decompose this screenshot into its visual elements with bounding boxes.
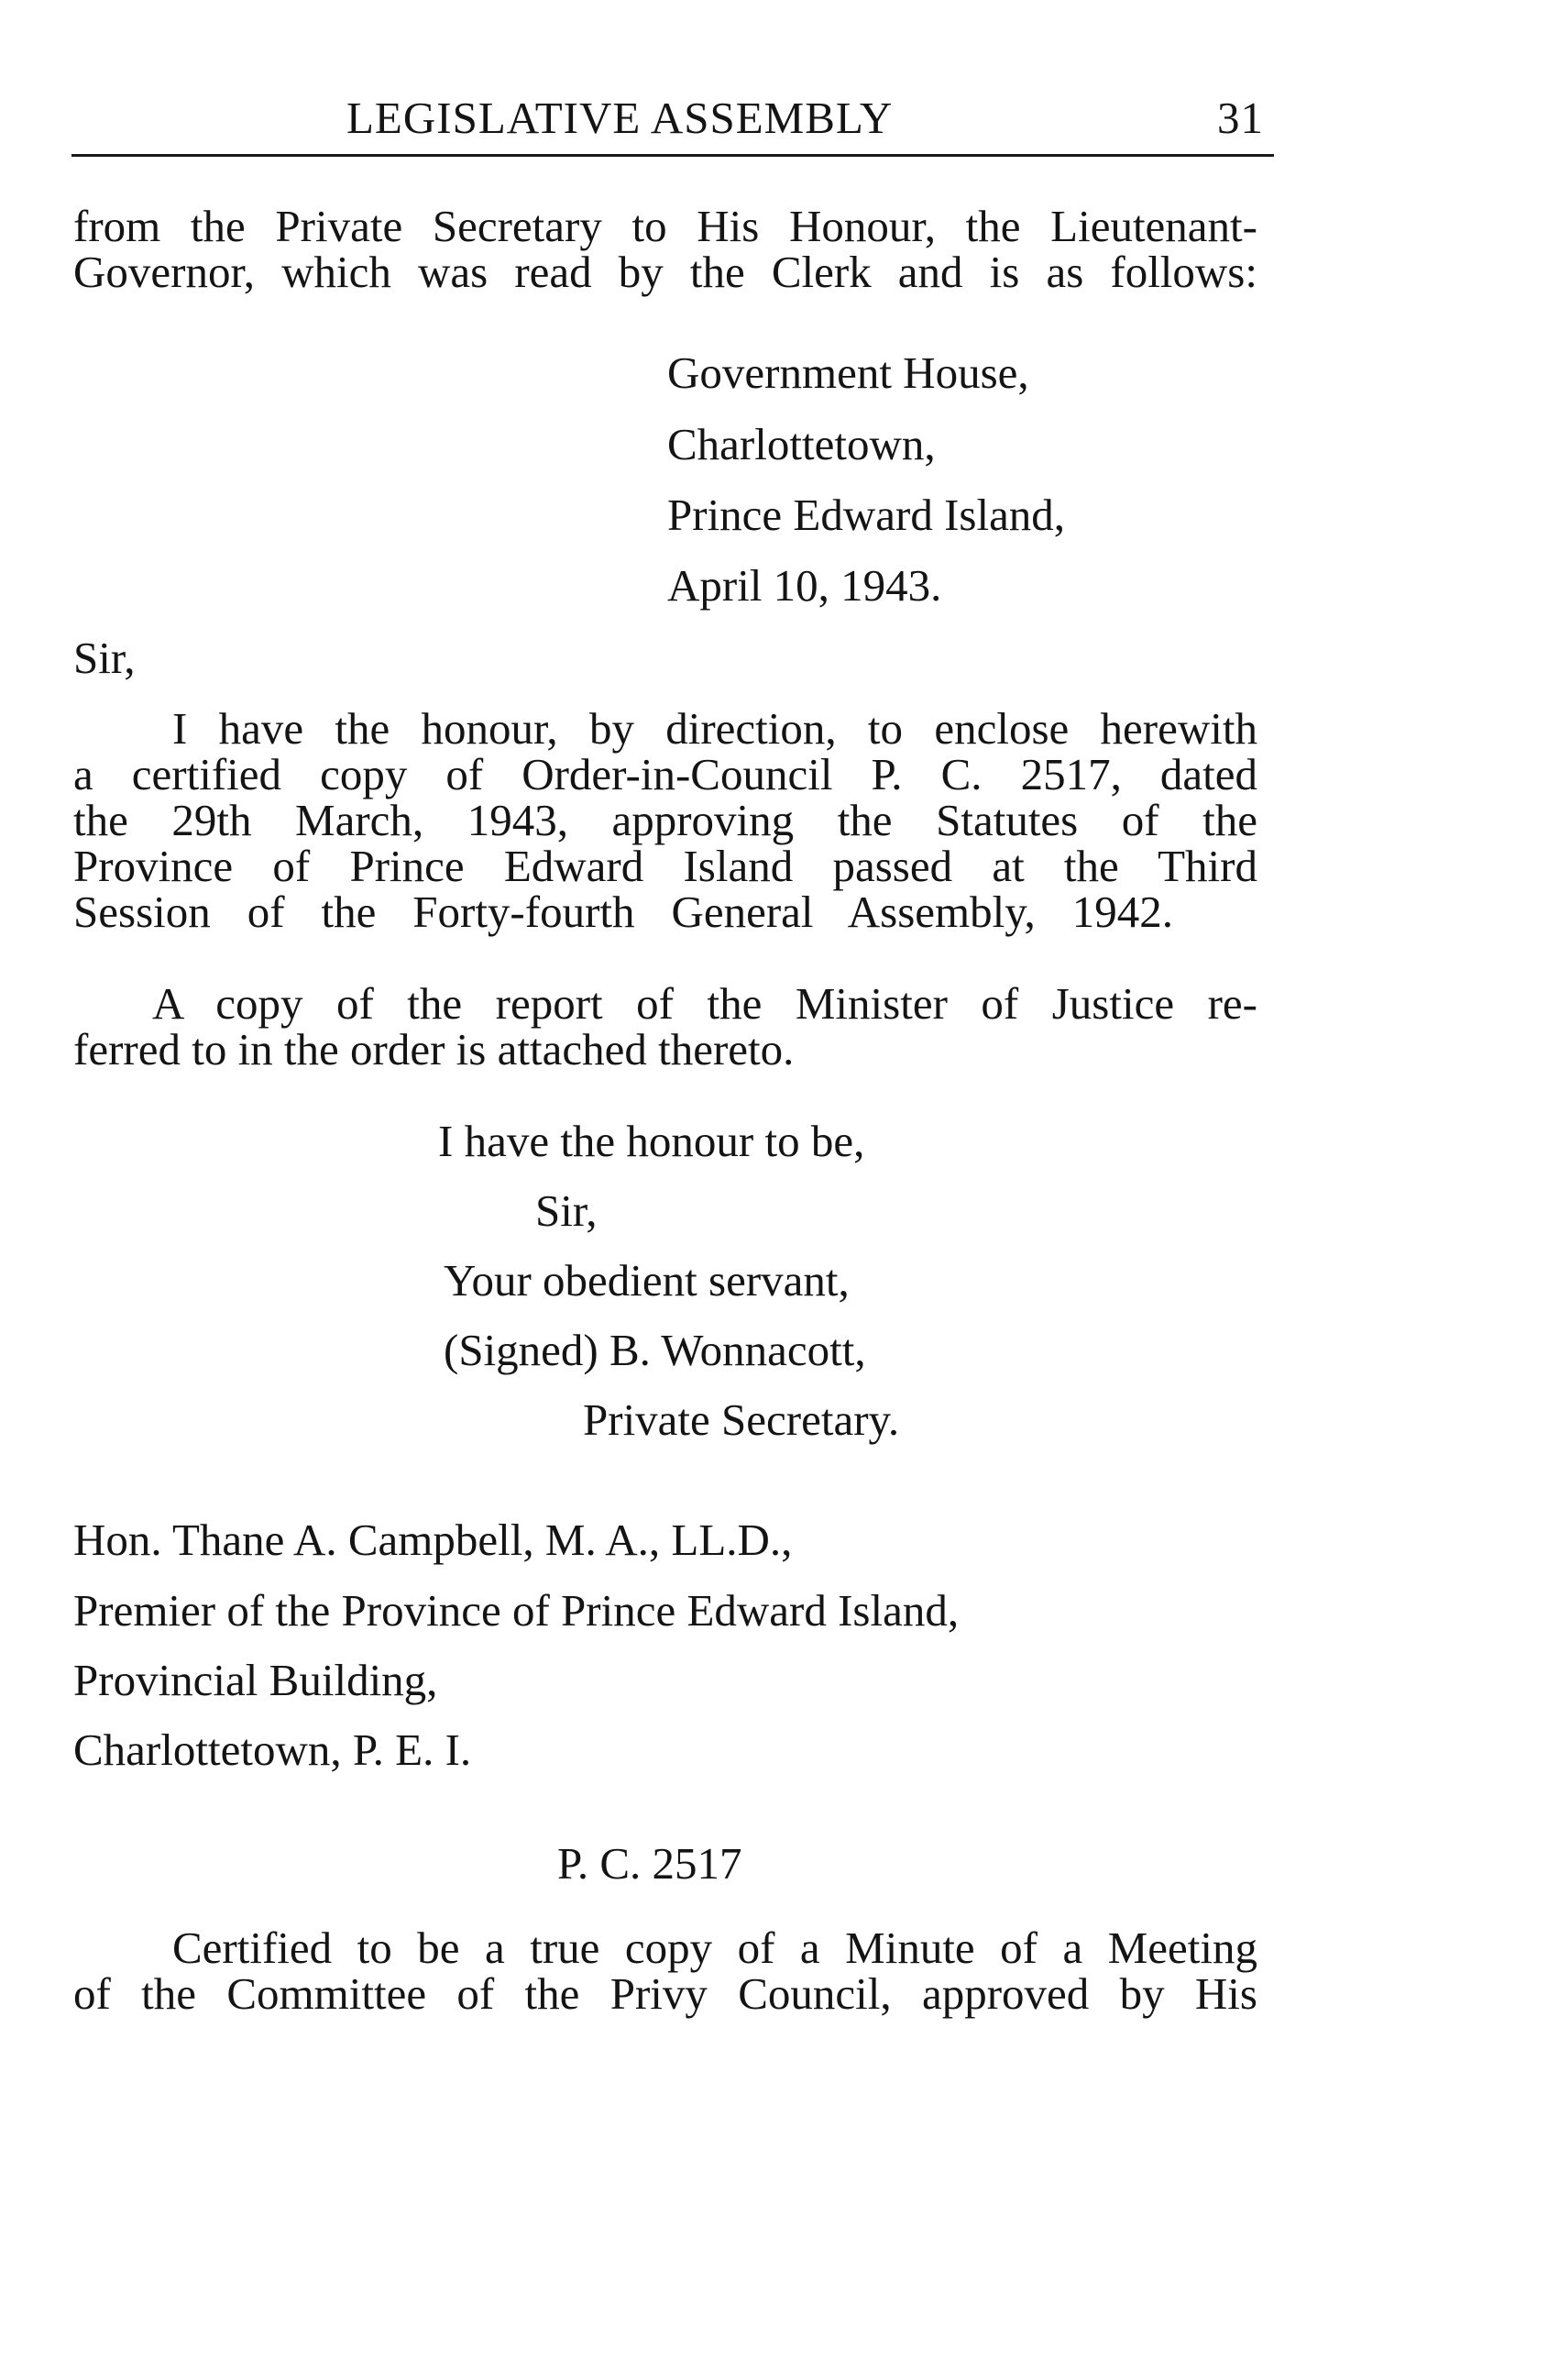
- paragraph1-line-4: Province of Prince Edward Island passed at the Third: [73, 841, 1257, 891]
- page-number: 31: [1217, 93, 1264, 143]
- running-header-title: LEGISLATIVE ASSEMBLY: [346, 93, 894, 143]
- salutation: Sir,: [73, 633, 136, 683]
- recipient-line-2: Premier of the Province of Prince Edward Island,: [73, 1585, 960, 1636]
- header-rule: [71, 154, 1274, 157]
- recipient-line-4: Charlottetown, P. E. I.: [73, 1724, 472, 1775]
- recipient-line-1: Hon. Thane A. Campbell, M. A., LL.D.,: [73, 1515, 793, 1565]
- closing-line-2: Sir,: [535, 1185, 598, 1236]
- paragraph2-line-2: ferred to in the order is attached thereto.: [73, 1024, 795, 1074]
- address-line-4: April 10, 1943.: [667, 560, 942, 611]
- closing-line-4: (Signed) B. Wonnacott,: [444, 1325, 866, 1375]
- address-line-1: Government House,: [667, 347, 1029, 398]
- paragraph2-line-1: A copy of the report of the Minister of Justice re-: [152, 978, 1257, 1029]
- closing-line-1: I have the honour to be,: [438, 1116, 865, 1166]
- paragraph1-line-1: I have the honour, by direction, to enclose herewith: [172, 703, 1257, 754]
- paragraph3-line-2: of the Committee of the Privy Council, approved by His: [73, 1968, 1257, 2019]
- address-line-2: Charlottetown,: [667, 419, 936, 469]
- order-heading: P. C. 2517: [557, 1838, 742, 1889]
- closing-line-5: Private Secretary.: [583, 1394, 900, 1445]
- paragraph1-line-5: Session of the Forty-fourth General Assembly, 1942.: [73, 887, 1173, 937]
- intro-line-2: Governor, which was read by the Clerk and is as follows:: [73, 247, 1257, 297]
- paragraph3-line-1: Certified to be a true copy of a Minute of a Meeting: [172, 1923, 1257, 1973]
- recipient-line-3: Provincial Building,: [73, 1655, 438, 1705]
- address-line-3: Prince Edward Island,: [667, 490, 1066, 540]
- intro-line-1: from the Private Secretary to His Honour, the Lieutenant-: [73, 201, 1257, 251]
- paragraph1-line-2: a certified copy of Order-in-Council P. C. 2517, dated: [73, 749, 1257, 799]
- paragraph1-line-3: the 29th March, 1943, approving the Statutes of the: [73, 795, 1257, 845]
- closing-line-3: Your obedient servant,: [444, 1255, 850, 1306]
